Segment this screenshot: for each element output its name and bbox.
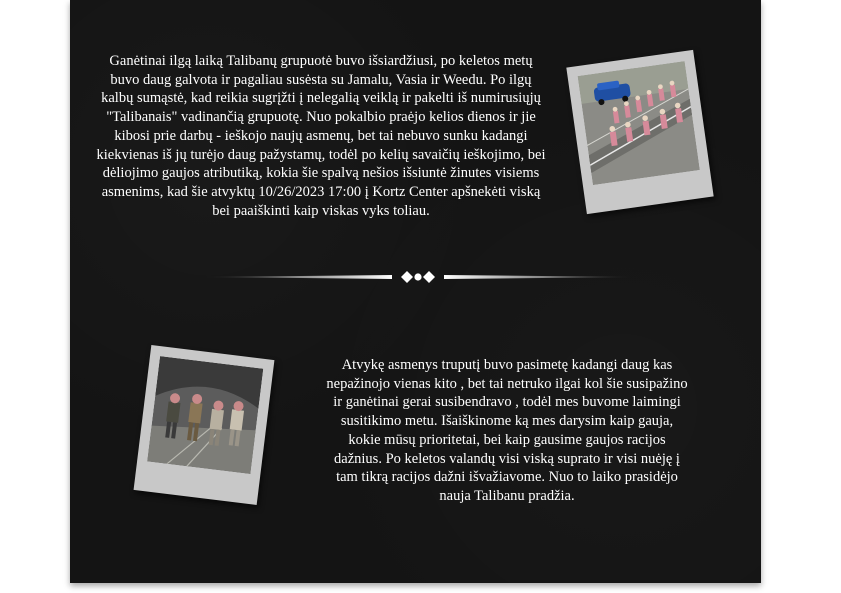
ornamental-divider: [202, 264, 634, 290]
story-paragraph-1: Ganėtinai ilgą laiką Talibanų grupuotė buvo išsiardžiusi, po keletos metų buvo daug galvota ir pagaliau susėsta su Jamalu, Vasia ir Weedu. Po ilgų kalbų sumąstė, kad reikia sugrįžti į nelegalią veiklą ir pakelti iš numirusiųjų "Talibanais" vadinančią grupuotę. Nuo pokalbio praėjo kelios dienos ir jie kibosi prie darbų - ieškojo naujų asmenų, bet tai nebuvo sunku kadangi kiekvienas iš jų turėjo daug pažystamų, todėl po kelių savaičių ieškojimo, bei dėliojimo gaujos atributiką, kokia šie spalvą nešios išsiuntė žinutes visiems asmenims, kad šie atvyktų 10/26/2023 17:00 į Kortz Center apšnekėti viską bei paaiškinti kaip viskas vyks toliau.: [96, 53, 546, 219]
polaroid-photo-group-street: [566, 50, 713, 214]
story-page: [70, 0, 761, 583]
photo-group-tunnel: [147, 356, 263, 474]
polaroid-photo-group-tunnel: [134, 345, 275, 505]
photo-group-street: [578, 61, 700, 185]
story-paragraph-2: Atvykę asmenys truputį buvo pasimetę kadangi daug kas nepažinojo vienas kito , bet tai netruko ilgai kol šie susipažino ir ganėtinai gerai susibendravo , todėl mes buvome laimingi susitikimo metu. Išaiškinome ką mes darysim kaip gauja, kokie mūsų prioritetai, bei kaip gausime gaujos racijos dažnius. Po keletos valandų visi viską suprato ir visi nuėję į tam tikrą racijos dažni išvažiavome. Nuo to laiko prasidėjo nauja Talibanu pradžia.: [326, 357, 688, 504]
